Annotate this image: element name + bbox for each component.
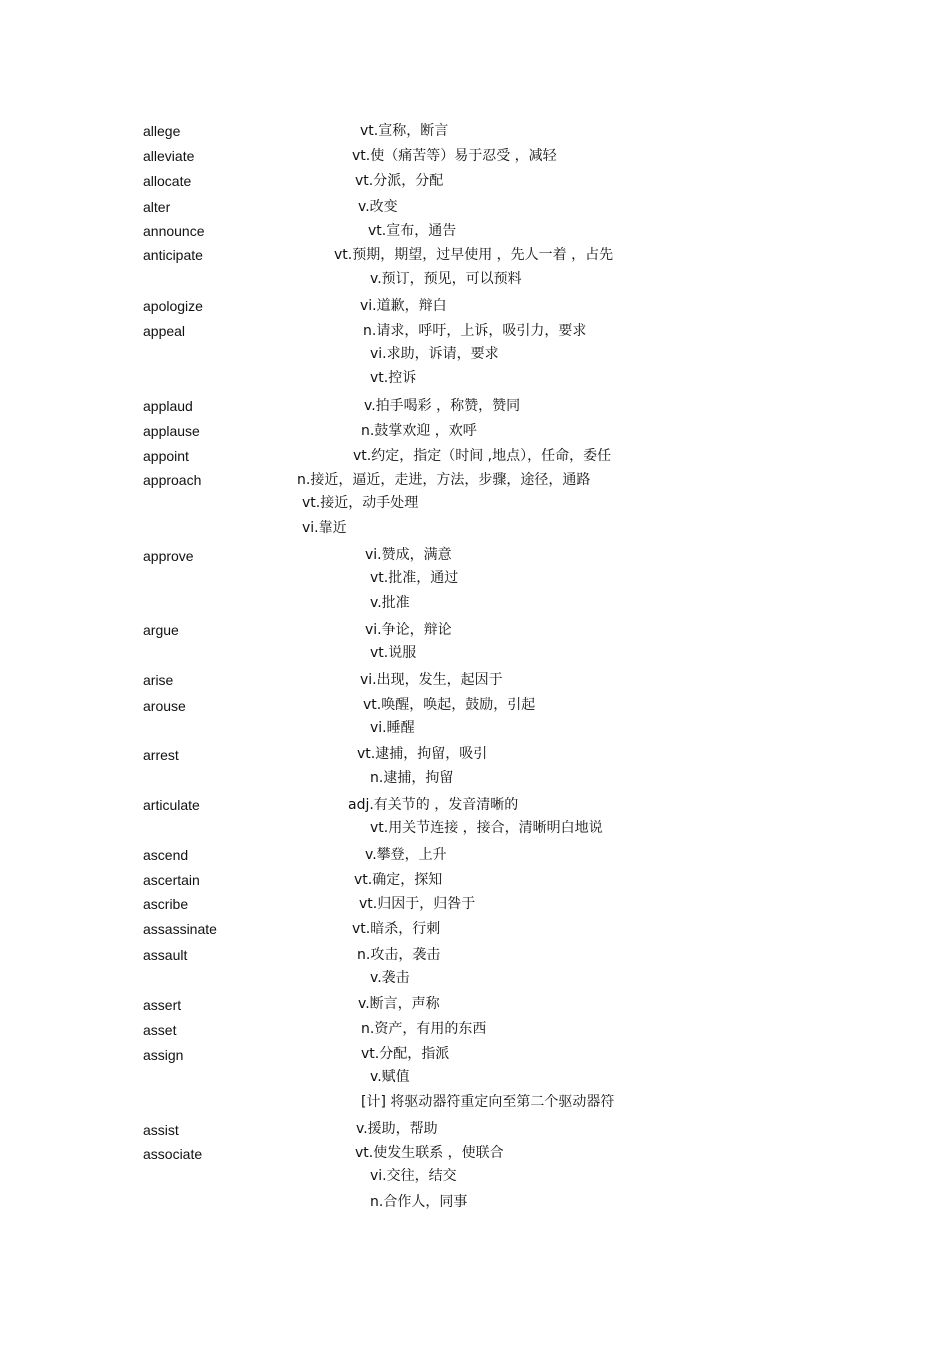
definition: n.鼓掌欢迎 ，欢呼 (361, 423, 477, 439)
definition: vt.归因于，归咎于 (359, 896, 476, 912)
headword: approve (143, 548, 194, 564)
headword: ascertain (143, 872, 200, 888)
definition: vt.预期，期望，过早使用 ，先人一着 ，占先 (334, 247, 614, 263)
definition: vi.出现，发生，起因于 (360, 672, 503, 688)
definition: v.拍手喝彩 ，称赞，赞同 (364, 398, 521, 414)
definition: vt.使（痛苦等）易于忍受 ，减轻 (352, 148, 557, 164)
definition: v.改变 (358, 199, 398, 215)
definition: vi.靠近 (302, 520, 347, 536)
headword: anticipate (143, 247, 203, 263)
definition: v.批准 (370, 595, 410, 611)
definition: adj.有关节的 ，发音清晰的 (348, 797, 519, 813)
definition: vt.分配，指派 (361, 1046, 450, 1062)
headword: assault (143, 947, 188, 963)
headword: ascend (143, 847, 189, 863)
headword: ascribe (143, 896, 189, 912)
definition: vi.交往，结交 (370, 1168, 457, 1184)
headword: asset (143, 1022, 177, 1038)
headword: arouse (143, 698, 186, 714)
headword: allocate (143, 173, 192, 189)
definition: vt.批准，通过 (370, 570, 459, 586)
headword: associate (143, 1146, 203, 1162)
headword: argue (143, 622, 179, 638)
definition: vt.分派，分配 (355, 173, 444, 189)
headword: articulate (143, 797, 200, 813)
headword: appeal (143, 323, 186, 339)
definition: vt.说服 (370, 645, 417, 661)
definition: [计] 将驱动器符重定向至第二个驱动器符 (361, 1094, 615, 1110)
definition: n.请求，呼吁，上诉，吸引力，要求 (363, 323, 587, 339)
headword: assist (143, 1122, 179, 1138)
definition: n.逮捕，拘留 (370, 770, 454, 786)
headword: appoint (143, 448, 189, 464)
headword: apologize (143, 298, 203, 314)
headword: applause (143, 423, 200, 439)
headword: arrest (143, 747, 179, 763)
definition: vt.控诉 (370, 370, 417, 386)
definition: vt.逮捕，拘留，吸引 (357, 746, 488, 762)
definition: vt.唤醒，唤起，鼓励，引起 (363, 697, 536, 713)
headword: assert (143, 997, 182, 1013)
definition: vt.用关节连接 ，接合，清晰明白地说 (370, 820, 603, 836)
definition: vi.睡醒 (370, 720, 415, 736)
definition: vt.接近，动手处理 (302, 495, 419, 511)
definition: v.攀登，上升 (365, 847, 447, 863)
definition: vi.争论，辩论 (365, 622, 452, 638)
definition: n.攻击，袭击 (357, 947, 441, 963)
headword: approach (143, 472, 202, 488)
headword: allege (143, 123, 181, 139)
definition: n.接近，逼近，走进，方法，步骤，途径，通路 (297, 472, 591, 488)
headword: assign (143, 1047, 184, 1063)
definition: v.赋值 (370, 1069, 410, 1085)
headword: applaud (143, 398, 193, 414)
definition: vi.求助，诉请，要求 (370, 346, 499, 362)
headword: alter (143, 199, 171, 215)
definition: vt.约定，指定（时间 ,地点），任命，委任 (353, 448, 612, 464)
headword: assassinate (143, 921, 217, 937)
definition: vi.道歉，辩白 (360, 298, 447, 314)
headword: arise (143, 672, 174, 688)
headword: alleviate (143, 148, 195, 164)
definition: n.资产，有用的东西 (361, 1021, 487, 1037)
definition: v.预订，预见，可以预料 (370, 271, 522, 287)
definition: vt.宣称，断言 (360, 123, 449, 139)
definition: n.合作人，同事 (370, 1194, 468, 1210)
definition: vt.宣布，通告 (368, 223, 457, 239)
headword: announce (143, 223, 205, 239)
definition: vt.暗杀，行刺 (352, 921, 441, 937)
definition: vi.赞成，满意 (365, 547, 452, 563)
definition: v.援助，帮助 (356, 1121, 438, 1137)
definition: vt.使发生联系 ，使联合 (355, 1145, 504, 1161)
definition: v.断言，声称 (358, 996, 440, 1012)
definition: v.袭击 (370, 970, 410, 986)
definition: vt.确定，探知 (354, 872, 443, 888)
